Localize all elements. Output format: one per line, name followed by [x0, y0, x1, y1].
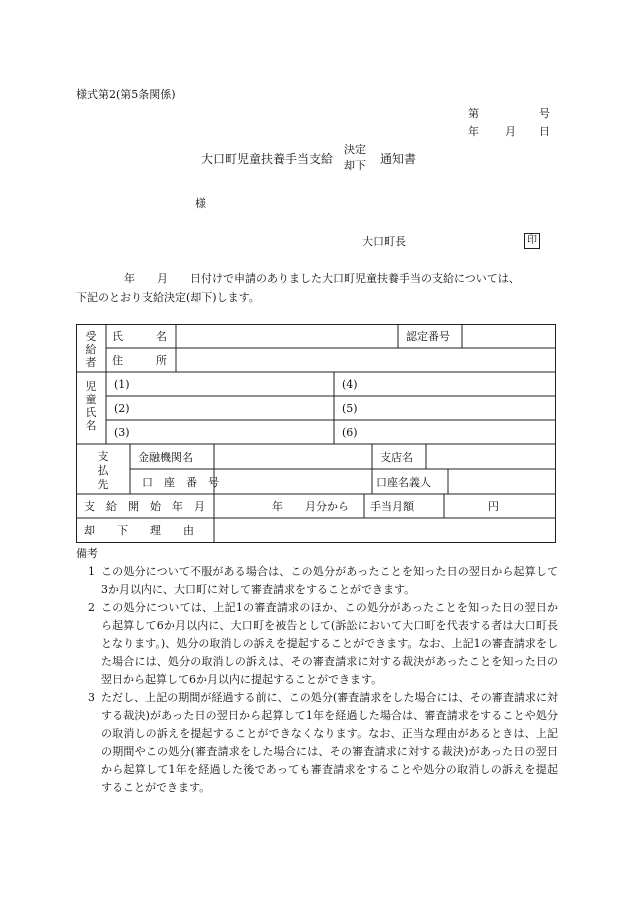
name-label: 氏 名	[112, 330, 167, 343]
child-header-char: 児	[85, 380, 97, 393]
recipient-header-char: 給	[85, 343, 97, 356]
payee-header-char: 先	[97, 478, 109, 491]
intro-line-1: 年 月 日付けで申請のありました大口町児童扶養手当の支給については、	[124, 272, 520, 285]
payment-start-value: 年 月分から	[272, 500, 349, 513]
document-number-suffix: 号	[539, 107, 550, 120]
remarks-section	[76, 545, 558, 797]
child-header-char: 童	[85, 393, 97, 406]
remark-item	[88, 599, 558, 689]
child-slot: (2)	[114, 402, 130, 415]
remark-item	[88, 689, 558, 797]
branch-name-label: 支店名	[380, 451, 413, 464]
payee-header-char: 支	[97, 450, 109, 463]
account-number-label: 口 座 番 号	[142, 476, 219, 489]
child-header-char: 氏	[85, 406, 97, 419]
remark-item	[88, 563, 558, 599]
notice-form-table	[76, 324, 556, 543]
date-year: 年	[468, 125, 479, 138]
child-slot: (6)	[342, 426, 358, 439]
bank-name-label: 金融機関名	[138, 451, 193, 464]
title-option-rejection: 却下	[344, 159, 366, 172]
date-month: 月	[505, 125, 516, 138]
recipient-header-char: 者	[85, 356, 97, 369]
title-main: 大口町児童扶養手当支給	[201, 152, 334, 166]
monthly-amount-label: 手当月額	[370, 500, 414, 513]
child-slot: (4)	[342, 378, 358, 391]
seal-mark: 印	[524, 233, 540, 249]
address-label: 住 所	[112, 354, 167, 367]
date-day: 日	[539, 125, 550, 138]
child-header-char: 名	[85, 419, 97, 432]
form-number: 様式第2(第5条関係)	[76, 88, 176, 101]
remark-number: 2	[88, 601, 95, 614]
child-slot: (3)	[114, 426, 130, 439]
remark-text: ただし、上記の期間が経過する前に、この処分(審査請求をした場合には、その審査請求に対する裁決)があった日の翌日から起算して1年を経過した場合は、審査請求をすることや処分の取消しの訴えを提起することができなくなります。なお、正当な理由があるときは、上記の期間やこの処分(審査請求をした場合には、その審査請求に対する裁決)があった日の翌日から起算して1年を経過した後であっても審査請求をすることや処分の取消しの訴えを提起することができます。	[101, 691, 558, 794]
child-slot: (1)	[114, 378, 130, 391]
remark-number: 3	[88, 691, 95, 704]
remark-number: 1	[88, 565, 95, 578]
remark-text: この処分については、上記1の審査請求のほか、この処分があったことを知った日の翌日から起算して6か月以内に、大口町を被告として(訴訟において大口町を代表する者は大口町長となります。)、処分の取消しの訴えを提起することができます。なお、上記1の審査請求をした場合には、処分の取消しの訴えは、その審査請求に対する裁決があったことを知った日の翌日から起算して6か月以内に提起することができます。	[101, 601, 558, 686]
intro-line-2: 下記のとおり支給決定(却下)します。	[76, 291, 260, 304]
issuer-name: 大口町長	[362, 235, 406, 248]
yen-unit: 円	[488, 500, 499, 513]
child-slot: (5)	[342, 402, 358, 415]
title-suffix: 通知書	[380, 152, 417, 166]
account-holder-label: 口座名義人	[376, 476, 431, 489]
remark-text: この処分について不服がある場合は、この処分があったことを知った日の翌日から起算して3か月以内に、大口町に対して審査請求をすることができます。	[101, 565, 558, 596]
addressee-suffix: 様	[195, 197, 206, 210]
payment-start-label: 支 給 開 始 年 月	[84, 500, 205, 513]
payee-header-char: 払	[97, 464, 109, 477]
remarks-heading: 備考	[76, 547, 98, 560]
rejection-reason-label: 却 下 理 由	[84, 524, 194, 537]
recipient-header-char: 受	[85, 330, 97, 343]
document-number-prefix: 第	[468, 107, 479, 120]
certification-number-label: 認定番号	[406, 330, 450, 343]
title-option-decision: 決定	[344, 143, 366, 156]
